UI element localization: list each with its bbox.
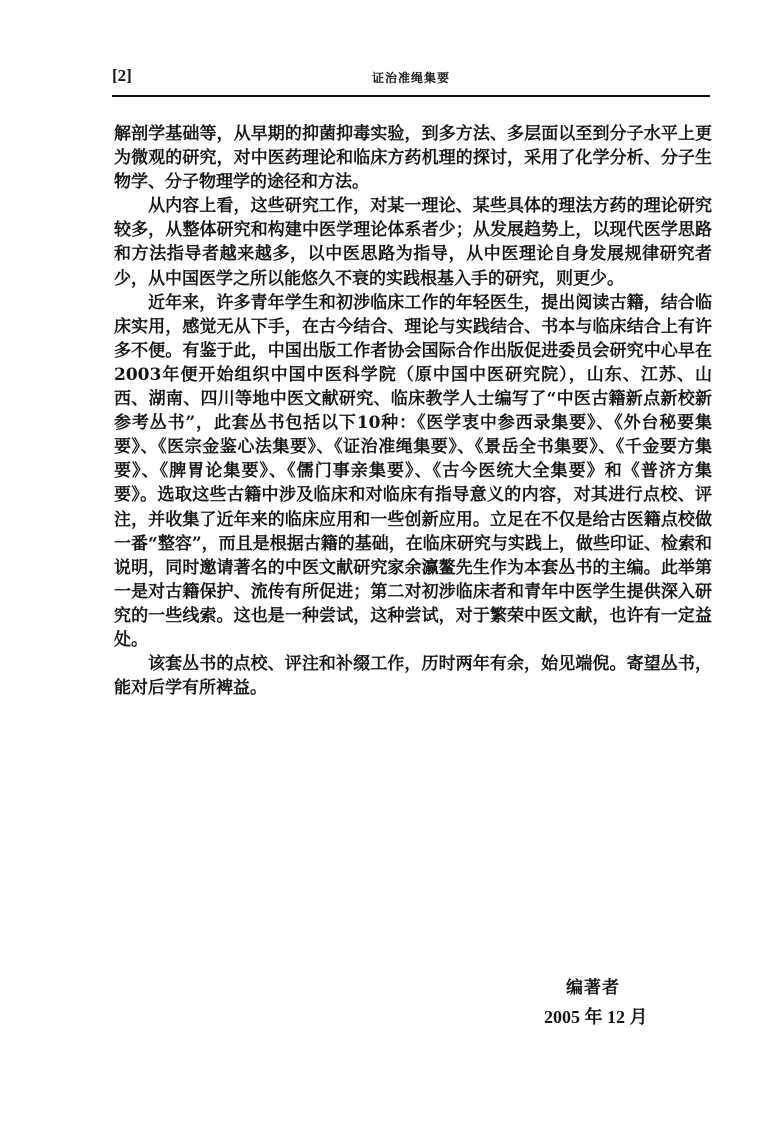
page-number: [2]: [112, 66, 132, 85]
paragraph-3: 近年来，许多青年学生和初涉临床工作的年轻医生，提出阅读古籍，结合临床实用，感觉无从下手，在古今结合、理论与实践结合、书本与临床结合上有许多不便。有鉴于此，中国出版工作者协会国际合作出版促进委员会研究中心早在2003年便开始组织中国中医科学院（原中国中医研究院），山东、江苏、山西、湖南、四川等地中医文献研究、临床教学人士编写了“中医古籍新点新校新参考丛书”，此套丛书包括以下10种：《医学衷中参西录集要》、《外台秘要集要》、《医宗金鉴心法集要》、《证治准绳集要》、《景岳全书集要》、《千金要方集要》、《脾胃论集要》、《儒门事亲集要》、《古今医统大全集要》和《普济方集要》。选取这些古籍中涉及临床和对临床有指导意义的内容，对其进行点校、评注，并收集了近年来的临床应用和一些创新应用。立足在不仅是给古医籍点校做一番“整容”，而且是根据古籍的基础，在临床研究与实践上，做些印证、检索和说明，同时邀请著名的中医文献研究家余瀛鳌先生作为本套丛书的主编。此举第一是对古籍保护、流传有所促进；第二对初涉临床者和青年中医学生提供深入研究的一些线索。这也是一种尝试，这种尝试，对于繁荣中医文献，也许有一定益处。: [114, 292, 712, 650]
paragraph-1: 解剖学基础等，从早期的抑菌抑毒实验，到多方法、多层面以至到分子水平上更为微观的研究，对中医药理论和临床方药机理的探讨，采用了化学分析、分子生物学、分子物理学的途径和方法。: [114, 124, 712, 193]
signature-date: 2005 年 12 月: [544, 1007, 648, 1027]
page-header: [112, 66, 710, 94]
paragraph-4: 该套丛书的点校、评注和补缀工作，历时两年有余，始见端倪。寄望丛书，能对后学有所裨益。: [114, 654, 712, 699]
preface-body: [114, 122, 712, 700]
signature-name: 编著者: [566, 978, 620, 998]
header-rule: [112, 95, 710, 97]
paragraph-2: 从内容上看，这些研究工作，对某一理论、某些具体的理法方药的理论研究较多，从整体研究和构建中医学理论体系者少；从发展趋势上，以现代医学思路和方法指导者越来越多，以中医思路为指导，从中医理论自身发展规律研究者少，从中国医学之所以能悠久不衰的实践根基入手的研究，则更少。: [114, 196, 712, 289]
running-title: 证治准绳集要: [371, 71, 450, 85]
